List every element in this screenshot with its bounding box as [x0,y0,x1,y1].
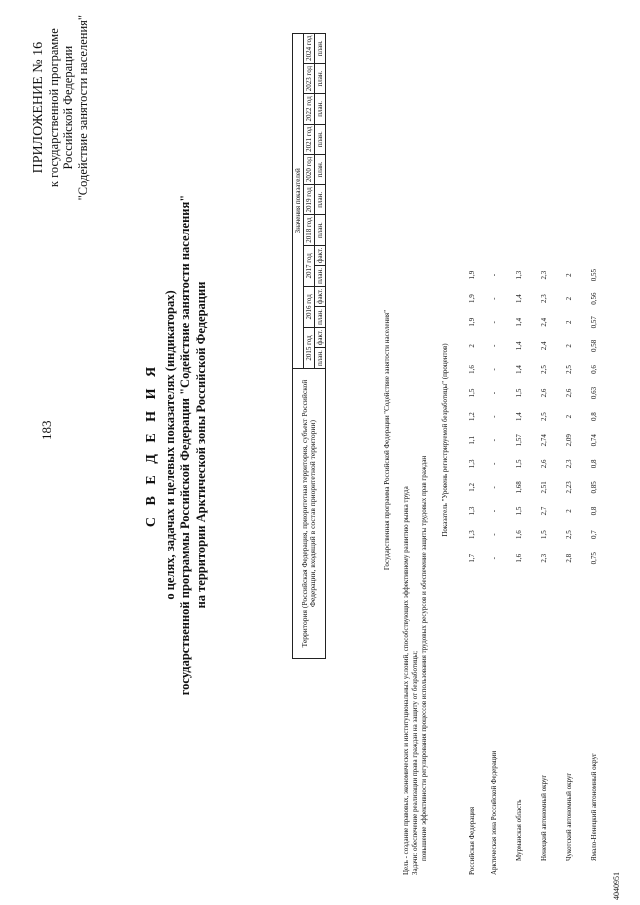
value-cell: 2,5 [540,365,548,374]
value-cell: 1,1 [467,435,476,445]
value-cell: 1,4 [515,317,523,327]
spacer-cell [462,570,482,659]
value-cell: 1,3 [467,506,476,516]
value-cell: - [490,297,498,300]
value-cell: 2,6 [540,388,548,398]
plan-fact-header: факт. [315,245,326,265]
plan-fact-header: факт. [315,286,326,306]
year-header: 2024 год [304,33,315,63]
value-cell: 2,09 [565,434,573,447]
annex-number: ПРИЛОЖЕНИЕ № 16 [31,41,46,174]
value-cell: 1,6 [515,553,523,563]
value-cell: 1,3 [467,459,476,469]
value-cell: 1,3 [467,530,476,539]
annex-line: Российской Федерации [61,45,75,170]
value-cell: 2,4 [540,317,548,327]
indicator-values-table [462,263,607,875]
document-title [144,0,209,895]
value-cell: 0,58 [590,339,598,352]
value-cell: 2,5 [565,365,573,374]
spacer-cell [557,570,582,659]
value-cell: 2 [565,344,573,348]
value-cell: 1,6 [515,530,523,539]
plan-fact-header: план. [315,307,326,328]
page-number: 183 [39,420,54,440]
value-cell: 1,2 [467,412,476,422]
value-cell: 1,9 [467,317,476,327]
title-heading: С В Е Д Е Н И Я [144,362,159,528]
value-cell: 2,3 [540,553,548,563]
year-header: 2015 год [304,327,315,368]
value-cell: 2 [467,344,476,348]
plan-fact-header: план. [315,215,326,245]
value-cell: 0,85 [590,481,598,494]
indicator-name: Показатель "Уровень регистрируемой безработицы" (процентов) [441,343,449,537]
value-cell: 2 [565,509,573,513]
value-cell: 1,4 [515,365,523,374]
value-cell: 1,5 [515,388,523,398]
value-cell: - [490,273,498,277]
year-header: 2023 год [304,63,315,93]
value-cell: 0,55 [590,268,598,282]
value-cell: - [490,462,498,465]
task-text: Задачи: обеспечение реализации права граждан на защиту от безработицы; [411,650,419,875]
plan-fact-header: факт. [315,327,326,347]
task-text: повышение эффективности регулирования процессов использования трудовых ресурсов и обеспечение защиты трудовых прав граждан [420,455,428,861]
value-cell: 1,3 [515,270,523,280]
indicator-table-header [292,33,326,659]
plan-fact-header: план. [315,33,326,63]
value-cell: 1,4 [515,412,523,422]
value-cell: 2,3 [540,294,548,304]
territory-name-cell [557,659,582,875]
territory-name: Чукотский автономный округ [565,772,573,861]
value-cell: 0,74 [590,434,598,447]
value-cell: - [490,368,498,371]
value-cell: 2,7 [540,506,548,516]
value-cell: 0,56 [590,292,598,305]
value-cell: 2,6 [565,388,573,398]
value-cell: 2,8 [565,553,573,563]
table-row [532,263,557,875]
value-cell: 0,75 [590,552,598,565]
annex-block [32,15,90,200]
value-cell: 2,23 [565,481,573,494]
value-cell: 2 [565,414,573,419]
spacer-cell [582,570,607,659]
value-cell: - [490,439,498,442]
territory-name-cell [462,659,482,875]
territory-name: Российская Федерация [467,806,476,875]
table-row [557,263,582,875]
value-cell: - [490,344,498,348]
annex-program-name: "Содействие занятости населения" [75,15,90,201]
spacer-cell [482,570,507,659]
value-cell: 1,5 [515,506,523,516]
value-cell: 1,57 [515,434,523,447]
table-row [507,263,532,875]
territory-name: Арктическая зона Российской Федерации [490,750,498,875]
territory-column-header: Территория (Российская Федерация, приоритетная территория, субъект Российской Федерации, входящий в состав приоритетной территории) [293,369,326,659]
plan-fact-header: план. [315,266,326,287]
value-cell: 2,6 [540,459,548,469]
value-cell: 0,8 [590,459,598,469]
value-cell: - [490,486,498,489]
value-cell: 0,63 [590,386,598,400]
value-cell: 0,7 [590,530,598,539]
territory-name-cell [532,659,557,875]
year-header: 2021 год [304,124,315,154]
year-header: 2017 год [304,245,315,286]
value-cell: 2,3 [565,459,573,469]
value-cell: 2,5 [540,412,548,422]
value-cell: 1,7 [467,553,476,563]
value-cell: 1,6 [467,365,476,374]
territory-name-cell [482,659,507,875]
value-cell: 1,9 [467,294,476,304]
value-cell: - [490,557,498,560]
document-code: 4040951 [612,872,621,900]
territory-name: Ямало-Ненецкий автономный округ [590,753,598,861]
year-header: 2022 год [304,94,315,124]
territory-name: Ненецкий автономный округ [540,774,548,861]
value-cell: 1,5 [515,459,523,469]
value-cell: 2,3 [540,270,548,280]
values-column-header: Значения показателей [293,33,304,368]
plan-fact-header: план. [315,63,326,93]
value-cell: 1,4 [515,341,523,351]
value-cell: - [490,509,498,513]
goal-text: Цель - создание правовых, экономических и институциональных условий, способствующих эффективному развитию рынка труда [402,486,410,875]
year-header: 2020 год [304,154,315,184]
value-cell: 1,68 [515,481,523,494]
value-cell: - [490,391,498,395]
year-header: 2016 год [304,286,315,327]
territory-name: Мурманская область [515,799,523,861]
year-header: 2018 год [304,215,315,245]
value-cell: 0,57 [590,316,598,329]
table-row [482,263,507,875]
value-cell: 1,5 [467,388,476,398]
title-line: о целях, задачах и целевых показателях (индикаторах) [162,290,177,600]
rotated-landscape-page [24,0,634,895]
value-cell: - [490,415,498,418]
value-cell: 2,51 [540,481,548,494]
spacer-cell [532,570,557,659]
value-cell: 2,4 [540,341,548,351]
annex-line: к государственной программе [46,28,61,188]
plan-fact-header: план. [315,348,326,369]
value-cell: 0,6 [590,365,598,374]
value-cell: 1,4 [515,294,523,304]
plan-fact-header: план. [315,185,326,215]
spacer-cell [507,570,532,659]
indicator-rows [462,263,607,875]
value-cell: 1,5 [540,530,548,539]
value-cell: 2,74 [540,434,548,447]
value-cell: 1,9 [467,270,476,280]
plan-fact-header: план. [315,124,326,154]
table-body-section [380,5,607,875]
value-cell: 2,5 [565,530,573,539]
table-row [582,263,607,875]
value-cell: 0,8 [590,412,598,422]
program-name-row: Государственная программа Российской Федерации "Содействие занятости населения" [383,309,391,571]
value-cell: 2 [565,273,573,277]
value-cell: - [490,321,498,324]
value-cell: 2 [565,296,573,301]
territory-name-cell [582,659,607,875]
table-row [462,263,482,875]
title-line: государственной программы Российской Федерации "Содействие занятости населения" [178,194,192,696]
value-cell: 0,8 [590,506,598,516]
value-cell: - [490,533,498,536]
plan-fact-header: план. [315,94,326,124]
year-header: 2019 год [304,185,315,215]
plan-fact-header: план. [315,154,326,184]
title-line: на территории Арктической зоны Российской Федерации [193,281,208,609]
value-cell: 2 [565,320,573,325]
value-cell: 1,2 [467,483,476,492]
territory-name-cell [507,659,532,875]
